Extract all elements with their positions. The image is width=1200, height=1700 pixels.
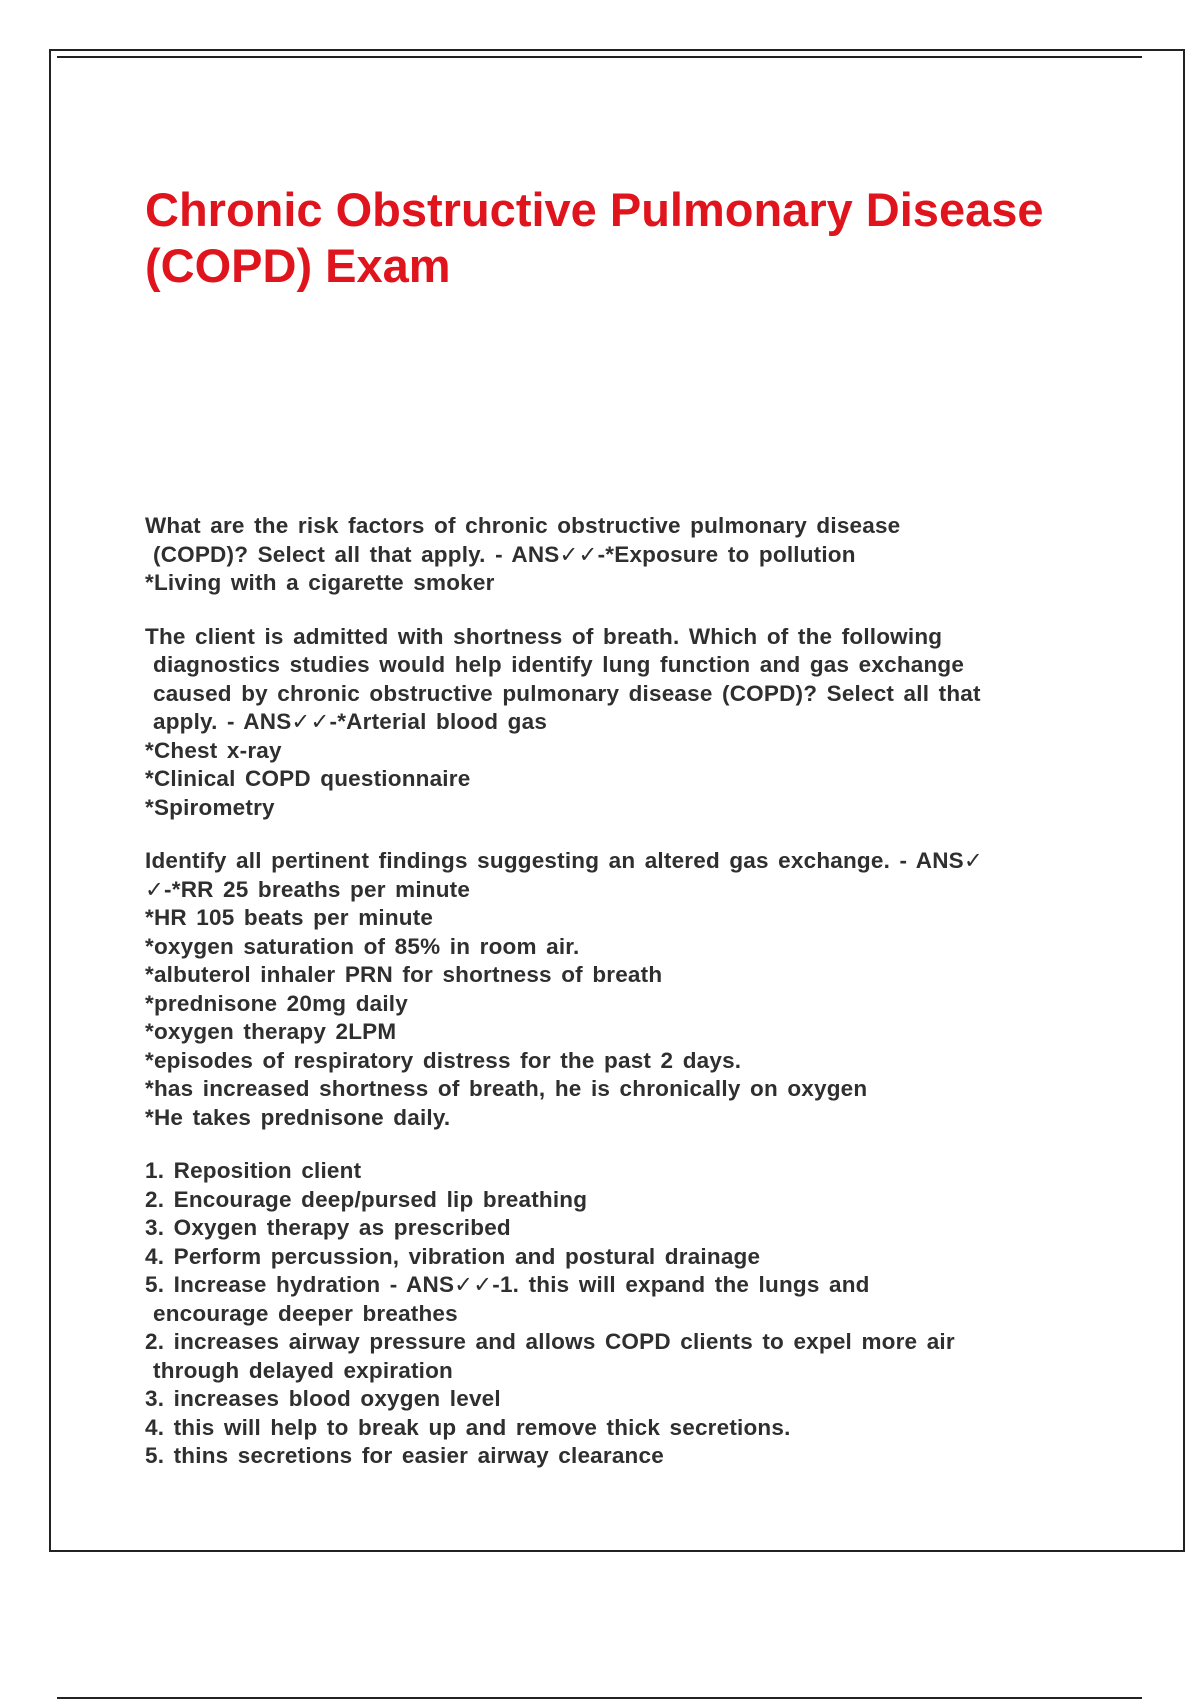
qa-line: 1. Reposition client [145, 1158, 362, 1183]
qa-block [145, 512, 1080, 598]
bottom-rule [57, 1697, 1142, 1699]
qa-content [145, 512, 1080, 1496]
document-title [145, 182, 1105, 294]
qa-line: Identify all pertinent findings suggesting an altered gas exchange. - ANS✓ [145, 848, 983, 873]
qa-line: *has increased shortness of breath, he is chronically on oxygen [145, 1076, 868, 1101]
qa-line: 2. increases airway pressure and allows COPD clients to expel more air [145, 1329, 955, 1354]
qa-line: (COPD)? Select all that apply. - ANS✓✓-*Exposure to pollution [153, 541, 856, 567]
qa-line: *oxygen saturation of 85% in room air. [145, 933, 580, 959]
qa-line: 2. Encourage deep/pursed lip breathing [145, 1186, 588, 1212]
qa-line: What are the risk factors of chronic obstructive pulmonary disease [145, 513, 901, 538]
qa-line: *Chest x-ray [145, 737, 282, 763]
qa-line: *Clinical COPD questionnaire [145, 766, 471, 791]
qa-line: *HR 105 beats per minute [145, 905, 434, 930]
qa-block [145, 1157, 1080, 1471]
qa-line: through delayed expiration [153, 1357, 453, 1383]
qa-line: encourage deeper breathes [153, 1300, 458, 1326]
qa-line: *Living with a cigarette smoker [145, 570, 495, 595]
title-line-2: (COPD) Exam [145, 239, 451, 292]
qa-line: caused by chronic obstructive pulmonary disease (COPD)? Select all that [153, 680, 981, 706]
qa-line: *episodes of respiratory distress for the past 2 days. [145, 1047, 742, 1073]
qa-line: *He takes prednisone daily. [145, 1104, 451, 1130]
qa-line: diagnostics studies would help identify lung function and gas exchange [153, 652, 965, 677]
qa-block [145, 623, 1080, 823]
qa-line: *prednisone 20mg daily [145, 990, 408, 1016]
qa-line: ✓-*RR 25 breaths per minute [145, 876, 471, 902]
qa-line: *Spirometry [145, 794, 275, 820]
qa-line: *albuterol inhaler PRN for shortness of breath [145, 962, 663, 987]
qa-line: apply. - ANS✓✓-*Arterial blood gas [153, 709, 548, 734]
qa-block [145, 847, 1080, 1132]
qa-line: 3. Oxygen therapy as prescribed [145, 1215, 511, 1240]
qa-line: 5. Increase hydration - ANS✓✓-1. this will expand the lungs and [145, 1272, 870, 1297]
qa-line: 4. this will help to break up and remove thick secretions. [145, 1414, 791, 1440]
qa-line: 5. thins secretions for easier airway clearance [145, 1443, 664, 1468]
qa-line: 3. increases blood oxygen level [145, 1386, 501, 1411]
qa-line: The client is admitted with shortness of breath. Which of the following [145, 623, 943, 649]
qa-line: *oxygen therapy 2LPM [145, 1019, 397, 1044]
qa-line: 4. Perform percussion, vibration and postural drainage [145, 1243, 761, 1269]
title-line-1: Chronic Obstructive Pulmonary Disease [145, 183, 1044, 236]
